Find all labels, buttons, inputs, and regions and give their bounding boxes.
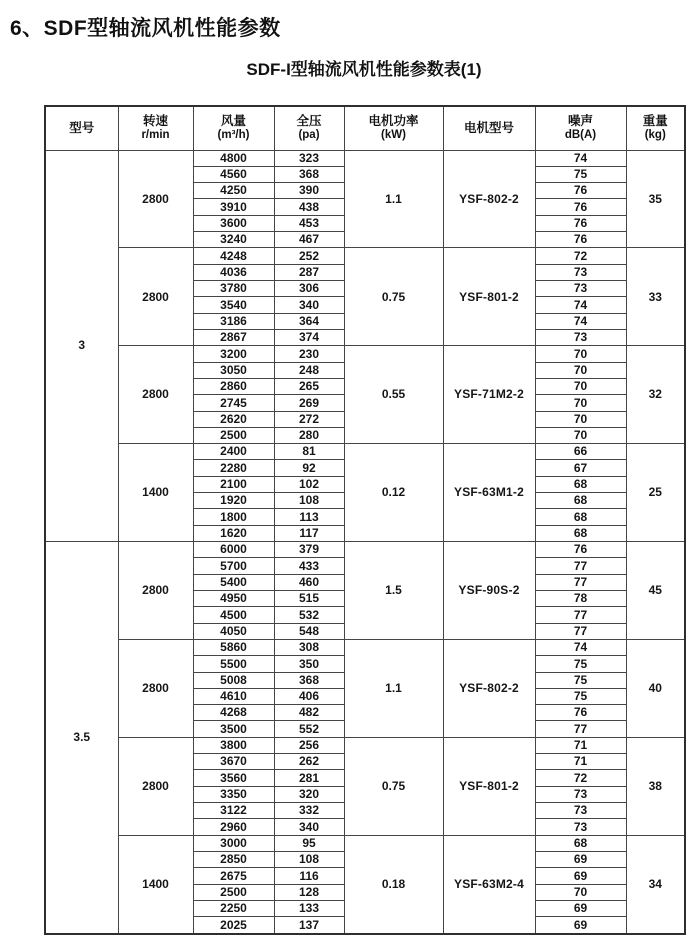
noise-cell: 73 (535, 803, 626, 819)
noise-cell: 77 (535, 558, 626, 574)
motor-cell: YSF-63M2-4 (443, 835, 535, 934)
noise-cell: 66 (535, 444, 626, 460)
noise-cell: 72 (535, 248, 626, 264)
noise-cell: 76 (535, 215, 626, 231)
airflow-cell: 3050 (193, 362, 274, 378)
pressure-cell: 116 (274, 868, 344, 884)
table-row (45, 248, 685, 264)
pressure-cell: 306 (274, 281, 344, 297)
pressure-cell: 552 (274, 721, 344, 737)
airflow-cell: 2500 (193, 427, 274, 443)
pressure-cell: 230 (274, 346, 344, 362)
noise-cell: 71 (535, 754, 626, 770)
speed-cell: 1400 (118, 835, 193, 934)
pressure-cell: 262 (274, 754, 344, 770)
pressure-cell: 368 (274, 672, 344, 688)
noise-cell: 74 (535, 297, 626, 313)
speed-cell: 2800 (118, 248, 193, 346)
airflow-cell: 4036 (193, 264, 274, 280)
noise-cell: 70 (535, 427, 626, 443)
noise-cell: 75 (535, 688, 626, 704)
noise-cell: 77 (535, 607, 626, 623)
motor-cell: YSF-802-2 (443, 150, 535, 248)
pressure-cell: 113 (274, 509, 344, 525)
column-header-model: 型号 (45, 106, 118, 150)
noise-cell: 68 (535, 493, 626, 509)
pressure-cell: 117 (274, 525, 344, 541)
airflow-cell: 2400 (193, 444, 274, 460)
pressure-cell: 108 (274, 851, 344, 867)
pressure-cell: 92 (274, 460, 344, 476)
airflow-cell: 5500 (193, 656, 274, 672)
speed-cell: 2800 (118, 346, 193, 444)
airflow-cell: 2850 (193, 851, 274, 867)
weight-cell: 38 (626, 737, 685, 835)
airflow-cell: 3540 (193, 297, 274, 313)
noise-cell: 69 (535, 851, 626, 867)
airflow-cell: 3560 (193, 770, 274, 786)
power-cell: 1.5 (344, 542, 443, 640)
airflow-cell: 6000 (193, 542, 274, 558)
noise-cell: 74 (535, 639, 626, 655)
noise-cell: 70 (535, 346, 626, 362)
airflow-cell: 5700 (193, 558, 274, 574)
noise-cell: 67 (535, 460, 626, 476)
fan-table-body (45, 150, 685, 934)
weight-cell: 45 (626, 542, 685, 640)
airflow-cell: 3350 (193, 786, 274, 802)
table-header (45, 106, 685, 150)
noise-cell: 70 (535, 411, 626, 427)
power-cell: 0.55 (344, 346, 443, 444)
noise-cell: 70 (535, 362, 626, 378)
noise-cell: 77 (535, 574, 626, 590)
fan-performance-table (44, 105, 686, 935)
noise-cell: 73 (535, 264, 626, 280)
column-header-speed: 转速 r/min (118, 106, 193, 150)
noise-cell: 68 (535, 525, 626, 541)
table-row (45, 444, 685, 460)
airflow-cell: 3122 (193, 803, 274, 819)
airflow-cell: 2250 (193, 900, 274, 916)
pressure-cell: 308 (274, 639, 344, 655)
table-row (45, 835, 685, 851)
weight-cell: 25 (626, 444, 685, 542)
motor-cell: YSF-63M1-2 (443, 444, 535, 542)
noise-cell: 69 (535, 917, 626, 934)
noise-cell: 76 (535, 542, 626, 558)
noise-cell: 74 (535, 150, 626, 166)
pressure-cell: 350 (274, 656, 344, 672)
noise-cell: 68 (535, 476, 626, 492)
noise-cell: 76 (535, 705, 626, 721)
noise-cell: 78 (535, 590, 626, 606)
model-cell: 3 (45, 150, 118, 542)
noise-cell: 73 (535, 281, 626, 297)
airflow-cell: 4560 (193, 166, 274, 182)
pressure-cell: 128 (274, 884, 344, 900)
motor-cell: YSF-71M2-2 (443, 346, 535, 444)
pressure-cell: 248 (274, 362, 344, 378)
noise-cell: 75 (535, 672, 626, 688)
power-cell: 0.75 (344, 737, 443, 835)
weight-cell: 34 (626, 835, 685, 934)
noise-cell: 70 (535, 884, 626, 900)
table-row (45, 346, 685, 362)
airflow-cell: 2960 (193, 819, 274, 835)
airflow-cell: 4050 (193, 623, 274, 639)
pressure-cell: 340 (274, 819, 344, 835)
pressure-cell: 95 (274, 835, 344, 851)
column-header-power: 电机功率 (kW) (344, 106, 443, 150)
pressure-cell: 137 (274, 917, 344, 934)
pressure-cell: 272 (274, 411, 344, 427)
table-title: SDF-I型轴流风机性能参数表(1) (246, 60, 482, 79)
pressure-cell: 108 (274, 493, 344, 509)
pressure-cell: 323 (274, 150, 344, 166)
airflow-cell: 1620 (193, 525, 274, 541)
noise-cell: 69 (535, 900, 626, 916)
airflow-cell: 3800 (193, 737, 274, 753)
pressure-cell: 390 (274, 183, 344, 199)
page-title: 6、SDF型轴流风机性能参数 (10, 17, 281, 40)
noise-cell: 68 (535, 509, 626, 525)
pressure-cell: 467 (274, 232, 344, 248)
airflow-cell: 3910 (193, 199, 274, 215)
model-cell: 3.5 (45, 542, 118, 935)
pressure-cell: 81 (274, 444, 344, 460)
motor-cell: YSF-801-2 (443, 248, 535, 346)
airflow-cell: 2675 (193, 868, 274, 884)
speed-cell: 1400 (118, 444, 193, 542)
airflow-cell: 5860 (193, 639, 274, 655)
pressure-cell: 280 (274, 427, 344, 443)
pressure-cell: 379 (274, 542, 344, 558)
airflow-cell: 1800 (193, 509, 274, 525)
airflow-cell: 3780 (193, 281, 274, 297)
noise-cell: 76 (535, 199, 626, 215)
airflow-cell: 3670 (193, 754, 274, 770)
airflow-cell: 2620 (193, 411, 274, 427)
noise-cell: 77 (535, 623, 626, 639)
airflow-cell: 4500 (193, 607, 274, 623)
weight-cell: 35 (626, 150, 685, 248)
noise-cell: 75 (535, 166, 626, 182)
column-header-weight: 重量 (kg) (626, 106, 685, 150)
pressure-cell: 332 (274, 803, 344, 819)
speed-cell: 2800 (118, 150, 193, 248)
column-header-noise: 噪声 dB(A) (535, 106, 626, 150)
pressure-cell: 532 (274, 607, 344, 623)
table-row (45, 150, 685, 166)
noise-cell: 74 (535, 313, 626, 329)
noise-cell: 68 (535, 835, 626, 851)
motor-cell: YSF-801-2 (443, 737, 535, 835)
pressure-cell: 133 (274, 900, 344, 916)
pressure-cell: 406 (274, 688, 344, 704)
airflow-cell: 2745 (193, 395, 274, 411)
weight-cell: 33 (626, 248, 685, 346)
pressure-cell: 374 (274, 329, 344, 345)
speed-cell: 2800 (118, 639, 193, 737)
airflow-cell: 4248 (193, 248, 274, 264)
airflow-cell: 2867 (193, 329, 274, 345)
power-cell: 0.75 (344, 248, 443, 346)
noise-cell: 76 (535, 232, 626, 248)
noise-cell: 73 (535, 786, 626, 802)
airflow-cell: 2025 (193, 917, 274, 934)
noise-cell: 70 (535, 378, 626, 394)
pressure-cell: 265 (274, 378, 344, 394)
noise-cell: 72 (535, 770, 626, 786)
airflow-cell: 3240 (193, 232, 274, 248)
airflow-cell: 3000 (193, 835, 274, 851)
noise-cell: 69 (535, 868, 626, 884)
pressure-cell: 453 (274, 215, 344, 231)
pressure-cell: 548 (274, 623, 344, 639)
speed-cell: 2800 (118, 542, 193, 640)
pressure-cell: 433 (274, 558, 344, 574)
airflow-cell: 2280 (193, 460, 274, 476)
airflow-cell: 2500 (193, 884, 274, 900)
motor-cell: YSF-90S-2 (443, 542, 535, 640)
airflow-cell: 3500 (193, 721, 274, 737)
pressure-cell: 460 (274, 574, 344, 590)
pressure-cell: 102 (274, 476, 344, 492)
noise-cell: 75 (535, 656, 626, 672)
airflow-cell: 2100 (193, 476, 274, 492)
pressure-cell: 287 (274, 264, 344, 280)
pressure-cell: 340 (274, 297, 344, 313)
airflow-cell: 4268 (193, 705, 274, 721)
airflow-cell: 3200 (193, 346, 274, 362)
pressure-cell: 269 (274, 395, 344, 411)
column-header-motor: 电机型号 (443, 106, 535, 150)
power-cell: 0.18 (344, 835, 443, 934)
weight-cell: 40 (626, 639, 685, 737)
pressure-cell: 256 (274, 737, 344, 753)
noise-cell: 73 (535, 819, 626, 835)
pressure-cell: 438 (274, 199, 344, 215)
weight-cell: 32 (626, 346, 685, 444)
airflow-cell: 4250 (193, 183, 274, 199)
power-cell: 0.12 (344, 444, 443, 542)
table-row (45, 737, 685, 753)
noise-cell: 70 (535, 395, 626, 411)
pressure-cell: 364 (274, 313, 344, 329)
column-header-pressure: 全压 (pa) (274, 106, 344, 150)
airflow-cell: 2860 (193, 378, 274, 394)
airflow-cell: 5400 (193, 574, 274, 590)
pressure-cell: 482 (274, 705, 344, 721)
pressure-cell: 515 (274, 590, 344, 606)
airflow-cell: 4610 (193, 688, 274, 704)
pressure-cell: 281 (274, 770, 344, 786)
speed-cell: 2800 (118, 737, 193, 835)
noise-cell: 77 (535, 721, 626, 737)
pressure-cell: 252 (274, 248, 344, 264)
table-row (45, 639, 685, 655)
table-row (45, 542, 685, 558)
motor-cell: YSF-802-2 (443, 639, 535, 737)
noise-cell: 71 (535, 737, 626, 753)
airflow-cell: 4950 (193, 590, 274, 606)
airflow-cell: 1920 (193, 493, 274, 509)
header-row (45, 106, 685, 150)
noise-cell: 73 (535, 329, 626, 345)
column-header-airflow: 风量 (m³/h) (193, 106, 274, 150)
power-cell: 1.1 (344, 150, 443, 248)
airflow-cell: 3186 (193, 313, 274, 329)
noise-cell: 76 (535, 183, 626, 199)
airflow-cell: 5008 (193, 672, 274, 688)
power-cell: 1.1 (344, 639, 443, 737)
pressure-cell: 368 (274, 166, 344, 182)
airflow-cell: 4800 (193, 150, 274, 166)
airflow-cell: 3600 (193, 215, 274, 231)
pressure-cell: 320 (274, 786, 344, 802)
